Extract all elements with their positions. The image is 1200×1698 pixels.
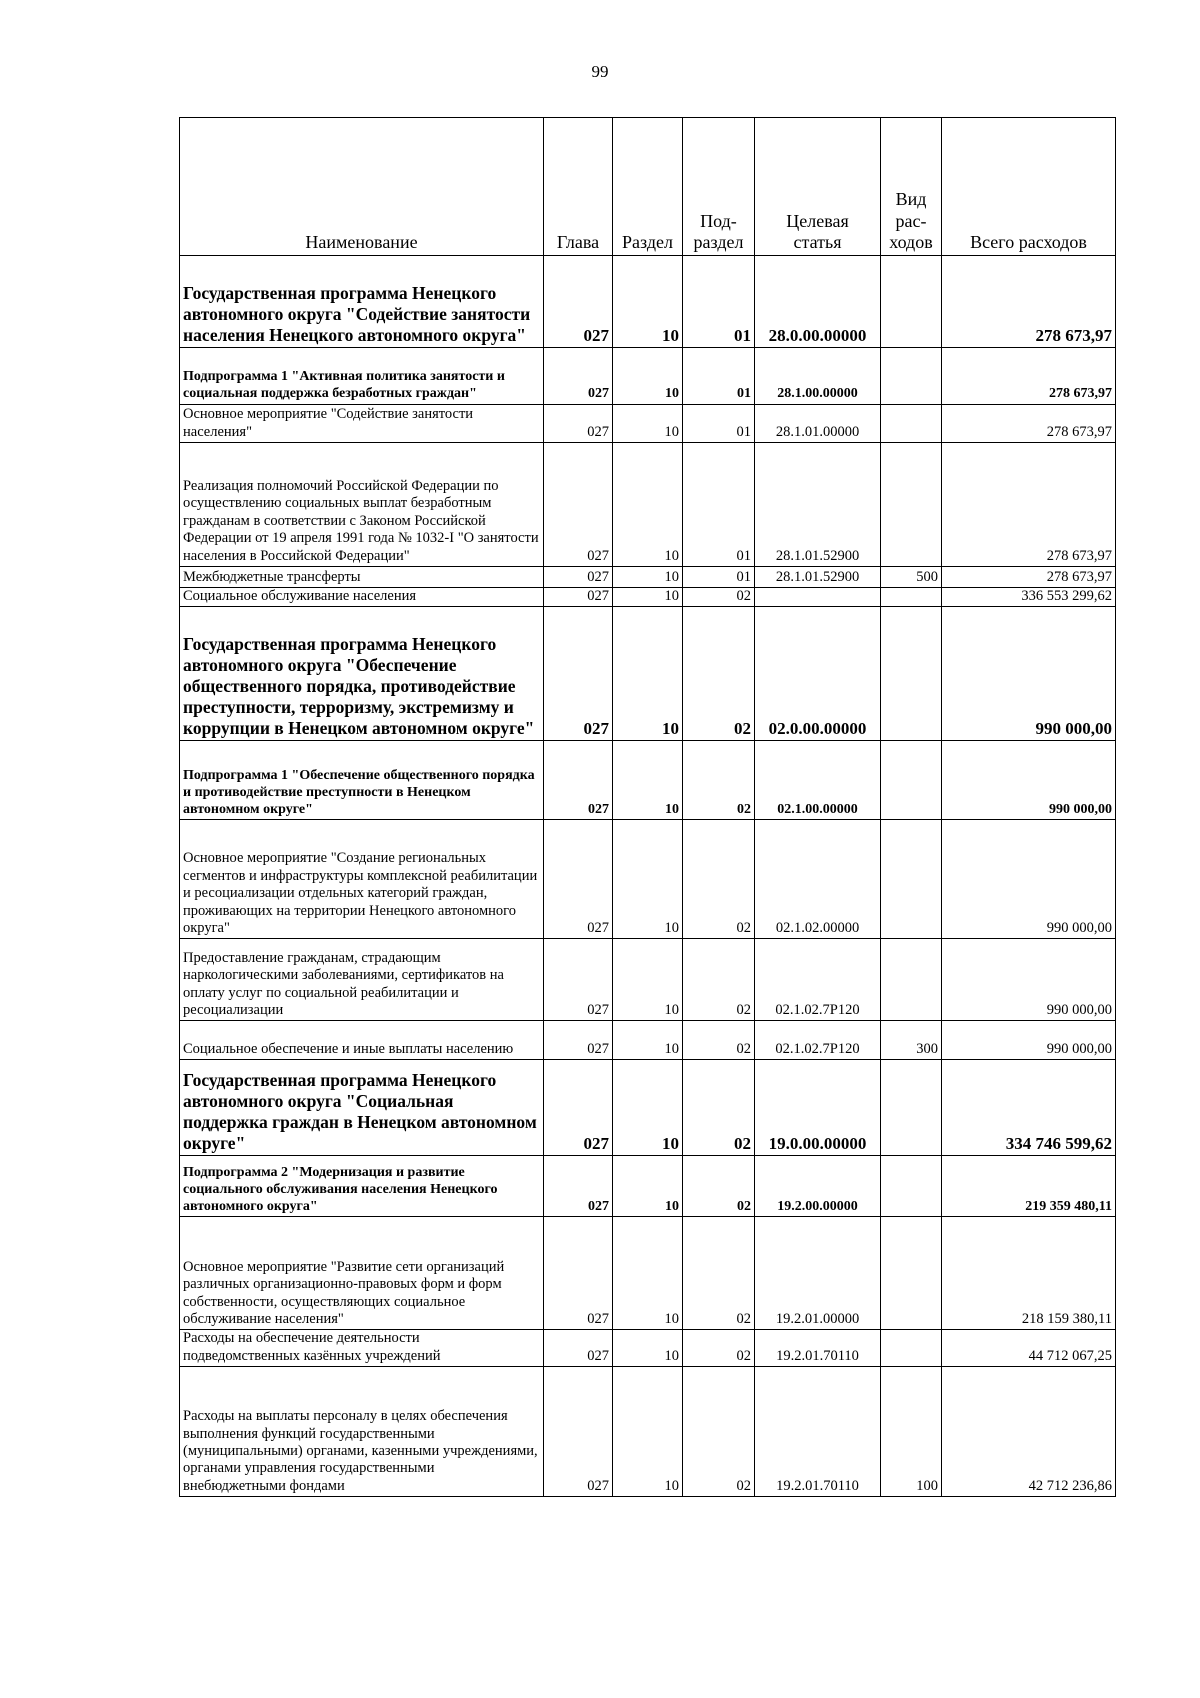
row-total: 42 712 236,86 [942, 1367, 1116, 1497]
row-section: 10 [613, 443, 683, 567]
row-subsection: 02 [683, 1156, 755, 1217]
header-target: Целевая статья [755, 118, 881, 256]
row-section: 10 [613, 256, 683, 348]
row-name: Межбюджетные трансферты [180, 567, 544, 588]
table-header [180, 118, 1116, 256]
row-subsection: 01 [683, 256, 755, 348]
row-total: 44 712 067,25 [942, 1330, 1116, 1367]
row-chapter: 027 [544, 1330, 613, 1367]
row-subsection: 02 [683, 1021, 755, 1060]
table-row [180, 741, 1116, 820]
row-section: 10 [613, 1217, 683, 1330]
row-expense-type [881, 607, 942, 741]
row-chapter: 027 [544, 348, 613, 405]
table-row [180, 820, 1116, 939]
table-row [180, 1330, 1116, 1367]
row-name: Предоставление гражданам, страдающим наркологическими заболеваниями, сертификатов на оплату услуг по социальной реабилитации и ресоциализации [180, 939, 544, 1021]
row-target: 19.0.00.00000 [755, 1060, 881, 1156]
row-section: 10 [613, 820, 683, 939]
header-name: Наименование [180, 118, 544, 256]
row-total: 278 673,97 [942, 348, 1116, 405]
row-expense-type: 100 [881, 1367, 942, 1497]
header-total: Всего расходов [942, 118, 1116, 256]
header-subsection: Под- раздел [683, 118, 755, 256]
table-row [180, 1156, 1116, 1217]
row-target: 19.2.00.00000 [755, 1156, 881, 1217]
row-section: 10 [613, 607, 683, 741]
row-subsection: 02 [683, 1367, 755, 1497]
row-chapter: 027 [544, 1021, 613, 1060]
table-row [180, 1021, 1116, 1060]
row-total: 990 000,00 [942, 741, 1116, 820]
row-total: 990 000,00 [942, 939, 1116, 1021]
row-total: 278 673,97 [942, 256, 1116, 348]
row-expense-type [881, 820, 942, 939]
row-name: Подпрограмма 1 "Активная политика занятости и социальная поддержка безработных граждан" [180, 348, 544, 405]
row-subsection: 01 [683, 405, 755, 443]
row-subsection: 02 [683, 1060, 755, 1156]
row-target: 02.1.02.7Р120 [755, 1021, 881, 1060]
row-subsection: 01 [683, 348, 755, 405]
row-section: 10 [613, 741, 683, 820]
header-section: Раздел [613, 118, 683, 256]
row-expense-type [881, 1217, 942, 1330]
row-total: 218 159 380,11 [942, 1217, 1116, 1330]
row-section: 10 [613, 939, 683, 1021]
row-section: 10 [613, 348, 683, 405]
row-target: 28.1.01.00000 [755, 405, 881, 443]
row-expense-type [881, 1060, 942, 1156]
row-name: Основное мероприятие "Содействие занятости населения" [180, 405, 544, 443]
row-expense-type [881, 348, 942, 405]
row-subsection: 01 [683, 567, 755, 588]
row-chapter: 027 [544, 607, 613, 741]
row-chapter: 027 [544, 443, 613, 567]
row-chapter: 027 [544, 1156, 613, 1217]
row-subsection: 02 [683, 1217, 755, 1330]
row-name: Государственная программа Ненецкого автономного округа "Социальная поддержка граждан в Ненецком автономном округе" [180, 1060, 544, 1156]
row-section: 10 [613, 1021, 683, 1060]
row-expense-type [881, 588, 942, 607]
row-expense-type [881, 1330, 942, 1367]
row-target: 28.1.00.00000 [755, 348, 881, 405]
row-target [755, 588, 881, 607]
row-name: Основное мероприятие "Создание региональных сегментов и инфраструктуры комплексной реабилитации и ресоциализации отдельных категорий граждан, проживающих на территории Ненецкого автономного округа" [180, 820, 544, 939]
budget-table [179, 117, 1116, 1497]
row-expense-type [881, 1156, 942, 1217]
table-row [180, 1217, 1116, 1330]
row-total: 219 359 480,11 [942, 1156, 1116, 1217]
row-chapter: 027 [544, 939, 613, 1021]
row-target: 02.0.00.00000 [755, 607, 881, 741]
table-row [180, 405, 1116, 443]
row-target: 02.1.02.00000 [755, 820, 881, 939]
row-subsection: 02 [683, 939, 755, 1021]
row-chapter: 027 [544, 405, 613, 443]
table-row [180, 939, 1116, 1021]
row-chapter: 027 [544, 567, 613, 588]
row-chapter: 027 [544, 1060, 613, 1156]
row-subsection: 02 [683, 820, 755, 939]
row-chapter: 027 [544, 1217, 613, 1330]
row-target: 19.2.01.70110 [755, 1330, 881, 1367]
row-target: 28.1.01.52900 [755, 567, 881, 588]
table-row [180, 567, 1116, 588]
row-name: Основное мероприятие "Развитие сети организаций различных организационно-правовых форм и форм собственности, осуществляющих социальное обслуживание населения" [180, 1217, 544, 1330]
table-row [180, 1060, 1116, 1156]
row-total: 990 000,00 [942, 607, 1116, 741]
row-target: 28.1.01.52900 [755, 443, 881, 567]
row-name: Государственная программа Ненецкого автономного округа "Содействие занятости населения Ненецкого автономного округа" [180, 256, 544, 348]
row-expense-type [881, 443, 942, 567]
row-section: 10 [613, 405, 683, 443]
row-chapter: 027 [544, 1367, 613, 1497]
row-expense-type [881, 405, 942, 443]
row-section: 10 [613, 567, 683, 588]
row-target: 02.1.00.00000 [755, 741, 881, 820]
row-chapter: 027 [544, 588, 613, 607]
row-total: 334 746 599,62 [942, 1060, 1116, 1156]
row-subsection: 02 [683, 607, 755, 741]
row-name: Расходы на выплаты персоналу в целях обеспечения выполнения функций государственными (муниципальными) органами, казенными учреждениями, органами управления государственными внебюджетными фондами [180, 1367, 544, 1497]
row-name: Социальное обеспечение и иные выплаты населению [180, 1021, 544, 1060]
row-name: Подпрограмма 1 "Обеспечение общественного порядка и противодействие преступности в Ненецком автономном округе" [180, 741, 544, 820]
row-total: 990 000,00 [942, 820, 1116, 939]
table-row [180, 1367, 1116, 1497]
row-section: 10 [613, 1330, 683, 1367]
row-section: 10 [613, 1156, 683, 1217]
table-row [180, 607, 1116, 741]
row-expense-type [881, 741, 942, 820]
row-chapter: 027 [544, 820, 613, 939]
table-row [180, 588, 1116, 607]
row-subsection: 01 [683, 443, 755, 567]
page-number: 99 [591, 62, 609, 81]
row-name: Подпрограмма 2 "Модернизация и развитие социального обслуживания населения Ненецкого автономного округа" [180, 1156, 544, 1217]
row-total: 336 553 299,62 [942, 588, 1116, 607]
header-chapter: Глава [544, 118, 613, 256]
row-expense-type [881, 939, 942, 1021]
row-subsection: 02 [683, 1330, 755, 1367]
table-row [180, 348, 1116, 405]
row-total: 278 673,97 [942, 443, 1116, 567]
row-expense-type [881, 256, 942, 348]
row-subsection: 02 [683, 588, 755, 607]
table-row [180, 443, 1116, 567]
row-target: 19.2.01.00000 [755, 1217, 881, 1330]
row-chapter: 027 [544, 256, 613, 348]
table-row [180, 256, 1116, 348]
row-total: 278 673,97 [942, 405, 1116, 443]
row-target: 02.1.02.7Р120 [755, 939, 881, 1021]
row-target: 19.2.01.70110 [755, 1367, 881, 1497]
row-name: Государственная программа Ненецкого автономного округа "Обеспечение общественного порядка, противодействие преступности, терроризму, экстремизму и коррупции в Ненецком автономном округе" [180, 607, 544, 741]
row-expense-type: 500 [881, 567, 942, 588]
row-name: Социальное обслуживание населения [180, 588, 544, 607]
row-target: 28.0.00.00000 [755, 256, 881, 348]
row-section: 10 [613, 1060, 683, 1156]
row-subsection: 02 [683, 741, 755, 820]
row-chapter: 027 [544, 741, 613, 820]
row-total: 990 000,00 [942, 1021, 1116, 1060]
header-expense-type: Вид рас- ходов [881, 118, 942, 256]
row-name: Расходы на обеспечение деятельности подведомственных казённых учреждений [180, 1330, 544, 1367]
row-total: 278 673,97 [942, 567, 1116, 588]
row-section: 10 [613, 588, 683, 607]
row-section: 10 [613, 1367, 683, 1497]
row-expense-type: 300 [881, 1021, 942, 1060]
row-name: Реализация полномочий Российской Федерации по осуществлению социальных выплат безработным гражданам в соответствии с Законом Российской Федерации от 19 апреля 1991 года № 1032-I "О занятости населения в Российской Федерации" [180, 443, 544, 567]
